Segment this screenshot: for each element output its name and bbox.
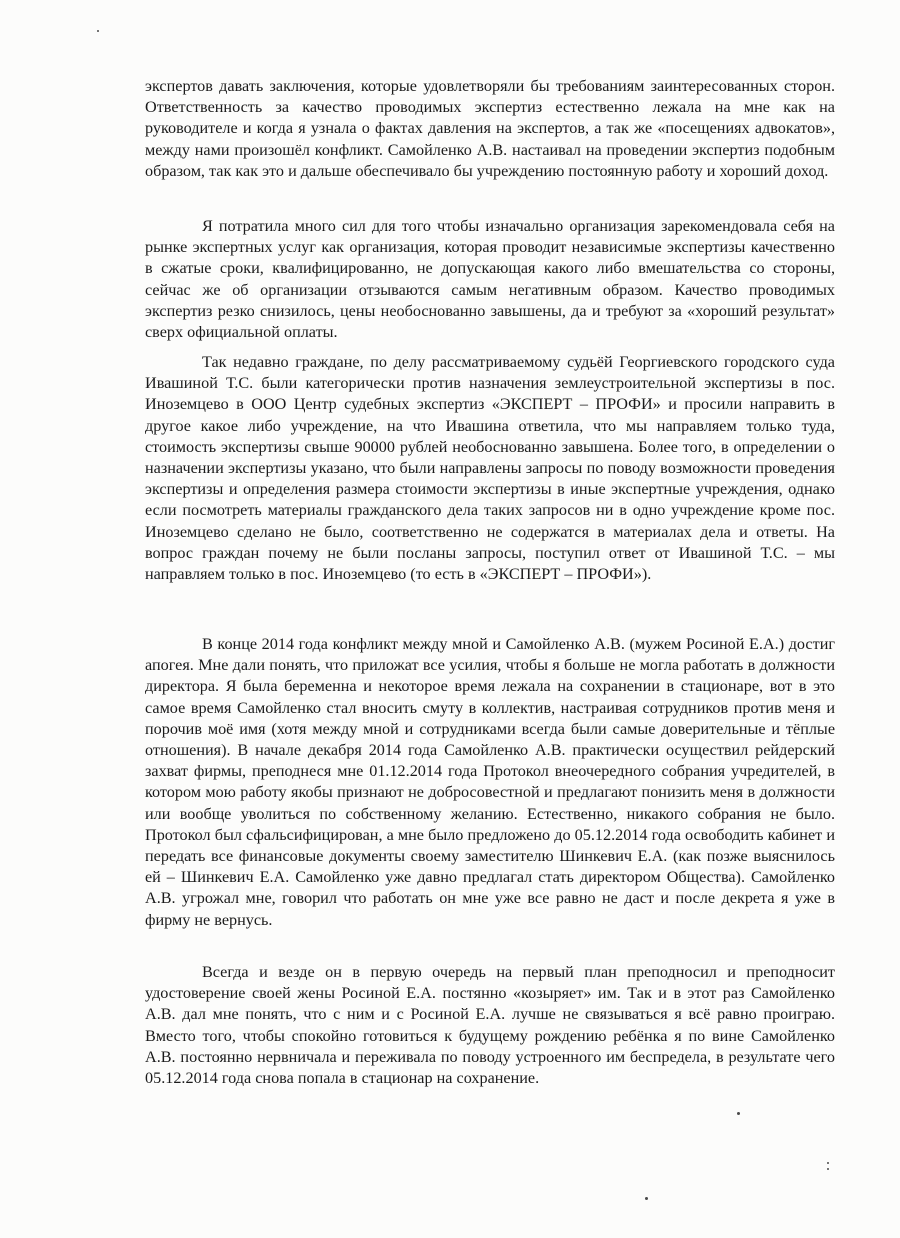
paragraph-1: экспертов давать заключения, которые удовлетворяли бы требованиям заинтересованных сторон. Ответственность за качество проводимых экспертиз естественно лежала на мне как на руководителе и когда я узнала о фактах давления на экспертов, а так же «посещениях адвокатов», между нами произошёл конфликт. Самойленко А.В. настаивал на проведении экспертиз подобным образом, так как это и дальше обеспечивало бы учреждению постоянную работу и хороший доход. [145, 77, 835, 180]
paragraph-5: Всегда и везде он в первую очередь на первый план преподносил и преподносит удостоверение своей жены Росиной Е.А. постянно «козыряет» им. Так и в этот раз Самойленко А.В. дал мне понять, что с ним и с Росиной Е.А. лучше не связываться я всё равно проиграю. Вместо того, чтобы спокойно готовиться к будущему рождению ребёнка я по вине Самойленко А.В. постоянно нервничала и переживала по поводу устроенного им беспредела, в результате чего 05.12.2014 года снова попала в стационар на сохранение. [145, 963, 835, 1088]
scan-speck [645, 1197, 648, 1200]
scan-speck [737, 1112, 740, 1115]
paragraph-4: В конце 2014 года конфликт между мной и Самойленко А.В. (мужем Росиной Е.А.) достиг апогея. Мне дали понять, что приложат все усилия, чтобы я больше не могла работать в должности директора. Я была беременна и некоторое время лежала на сохранении в стационаре, вот в это самое время Самойленко стал вносить смуту в коллектив, настраивая сотрудников против меня и порочив моё имя (хотя между мной и сотрудниками всегда были самые доверительные и тёплые отношения). В начале декабря 2014 года Самойленко А.В. практически осуществил рейдерский захват фирмы, преподнеся мне 01.12.2014 года Протокол внеочередного собрания учредителей, в котором мою работу якобы признают не добросовестной и предлагают понизить меня в должности или вообще уволиться по собственному желанию. Естественно, никакого собрания не было. Протокол был сфальсифицирован, а мне было предложено до 05.12.2014 года освободить кабинет и передать все финансовые документы своему заместителю Шинкевич Е.А. (как позже выяснилось ей – Шинкевич Е.А. Самойленко уже давно предлагал стать директором Общества). Самойленко А.В. угрожал мне, говорил что работать он мне уже все равно не даст и после декрета я уже в фирму не вернусь. [145, 635, 835, 929]
scan-speck [97, 30, 99, 32]
scan-speck [827, 1162, 829, 1164]
scan-speck [827, 1168, 829, 1170]
paragraph-3: Так недавно граждане, по делу рассматриваемому судьёй Георгиевского городского суда Ивашиной Т.С. были категорически против назначения землеустроительной экспертизы в пос. Иноземцево в ООО Центр судебных экспертиз «ЭКСПЕРТ – ПРОФИ» и просили направить в другое какое либо учреждение, на что Ивашина ответила, что мы направляем только туда, стоимость экспертизы свыше 90000 рублей необоснованно завышена. Более того, в определении о назначении экспертизы указано, что были направлены запросы по поводу возможности проведения экспертизы и определения размера стоимости экспертизы в иные экспертные учреждения, однако если посмотреть материалы гражданского дела таких запросов ни в одно учреждение кроме пос. Иноземцево сделано не было, соответственно не содержатся в материалах дела и ответы. На вопрос граждан почему не были посланы запросы, поступил ответ от Ивашиной Т.С. – мы направляем только в пос. Иноземцево (то есть в «ЭКСПЕРТ – ПРОФИ»). [145, 353, 835, 584]
paragraph-2: Я потратила много сил для того чтобы изначально организация зарекомендовала себя на рынке экспертных услуг как организация, которая проводит независимые экспертизы качественно в сжатые сроки, квалифицированно, не допускающая какого либо вмешательства со стороны, сейчас же об организации отзываются самым негативным образом. Качество проводимых экспертиз резко снизилось, цены необоснованно завышены, да и требуют за «хороший результат» сверх официальной оплаты. [145, 217, 835, 342]
